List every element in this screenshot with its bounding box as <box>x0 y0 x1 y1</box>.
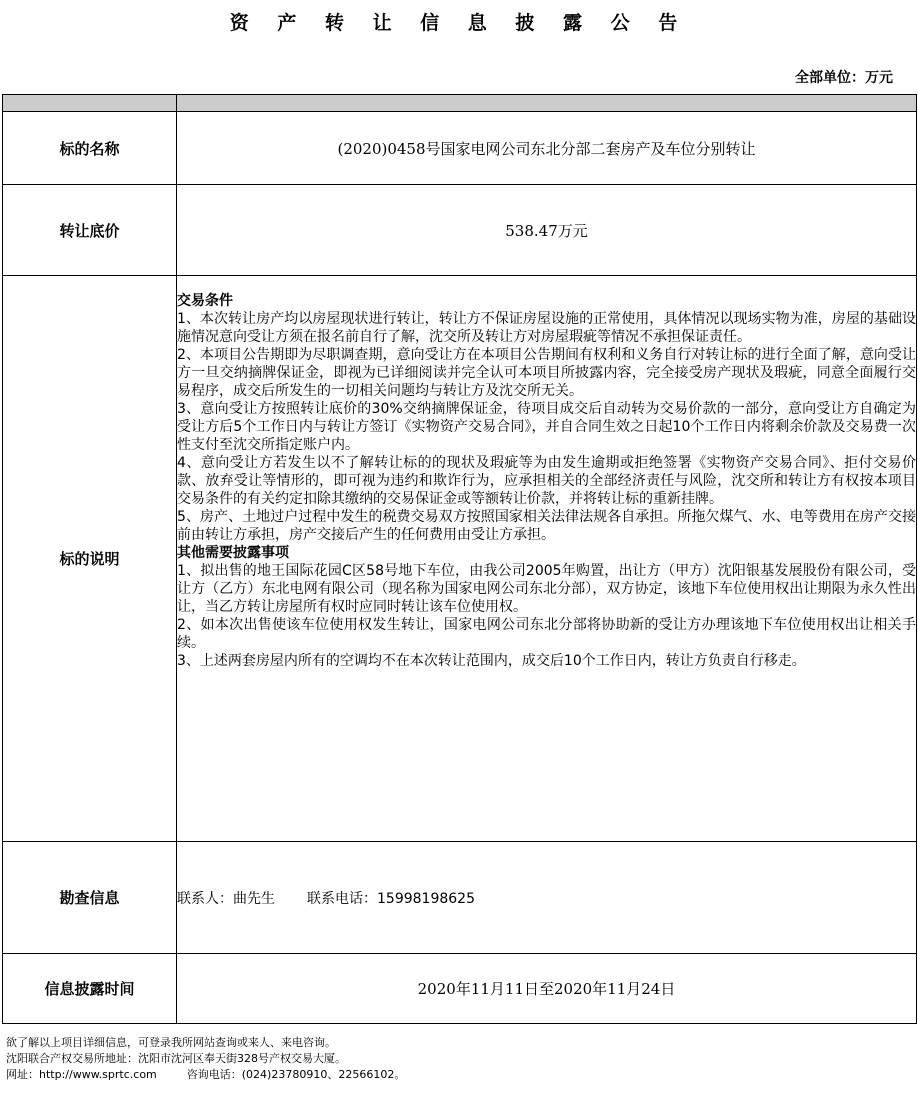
label-time: 信息披露时间 <box>3 954 177 1024</box>
row-time <box>3 954 917 1024</box>
label-name: 标的名称 <box>3 112 177 185</box>
value-name: (2020)0458号国家电网公司东北分部二套房产及车位分别转让 <box>177 112 917 185</box>
row-description <box>3 276 917 842</box>
row-inspection <box>3 842 917 954</box>
contact-phone: 联系电话：15998198625 <box>307 890 475 907</box>
disclosure-item: 1、拟出售的地王国际花园C区58号地下车位，由我公司2005年购置，出让方（甲方）沈阳银基发展股份有限公司，受让方（乙方）东北电网有限公司（现名称为国家电网公司东北分部），双方协定，该地下车位使用权出让期限为永久性出让，当乙方转让房屋所有权时应同时转让该车位使用权。 <box>177 563 916 615</box>
disclosure-table <box>2 94 917 1024</box>
disclosure-item: 3、上述两套房屋内所有的空调均不在本次转让范围内，成交后10个工作日内，转让方负责自行移走。 <box>177 653 806 669</box>
footer-website: 网址：http://www.sprtc.com <box>6 1068 157 1081</box>
page-title: 资 产 转 让 信 息 披 露 公 告 <box>229 12 689 34</box>
condition-item: 1、本次转让房产均以房屋现状进行转让，转让方不保证房屋设施的正常使用，具体情况以现场实物为准，房屋的基础设施情况意向受让方须在报名前自行了解，沈交所及转让方对房屋瑕疵等情况不承担保证责任。 <box>177 311 916 345</box>
footer <box>6 1035 405 1083</box>
value-time: 2020年11月11日至2020年11月24日 <box>177 954 917 1024</box>
footer-line-address: 沈阳联合产权交易所地址：沈阳市沈河区奉天街328号产权交易大厦。 <box>6 1052 346 1065</box>
label-inspection: 勘查信息 <box>3 842 177 954</box>
header-cell-right <box>177 95 917 112</box>
condition-item: 4、意向受让方若发生以不了解转让标的的现状及瑕疵等为由发生逾期或拒绝签署《实物资产交易合同》、拒付交易价款、放弃受让等情形的，即可视为违约和欺诈行为，应承担相关的全部经济责任与风险，沈交所和转让方有权按本项目交易条件的有关约定扣除其缴纳的交易保证金或等额转让价款，并将转让标的重新挂牌。 <box>177 455 916 507</box>
label-price: 转让底价 <box>3 185 177 276</box>
condition-item: 2、本项目公告期即为尽职调查期，意向受让方在本项目公告期间有权利和义务自行对转让标的进行全面了解，意向受让方一旦交纳摘牌保证金，即视为已详细阅读并完全认可本项目所披露内容，完全接受房产现状及瑕疵，同意全面履行交易程序，成交后所发生的一切相关问题均与转让方及沈交所无关。 <box>177 347 916 399</box>
unit-label: 全部单位：万元 <box>795 70 893 86</box>
footer-phone: 咨询电话：(024)23780910、22566102。 <box>186 1068 406 1081</box>
footer-line-contact <box>6 1067 405 1083</box>
row-price <box>3 185 917 276</box>
contact-person: 联系人：曲先生 <box>177 890 275 907</box>
condition-item: 3、意向受让方按照转让底价的30%交纳摘牌保证金，待项目成交后自动转为交易价款的一部分，意向受让方自确定为受让方后5个工作日内与转让方签订《实物资产交易合同》，并自合同生效之日起10个工作日内将剩余价款及交易费一次性支付至沈交所指定账户内。 <box>177 401 916 453</box>
table-header-row <box>3 95 917 112</box>
value-price: 538.47万元 <box>177 185 917 276</box>
condition-item: 5、房产、土地过户过程中发生的税费交易双方按照国家相关法律法规各自承担。所拖欠煤气、水、电等费用在房产交接前由转让方承担，房产交接后产生的任何费用由受让方承担。 <box>177 509 916 543</box>
section-title-trade-conditions: 交易条件 <box>177 293 233 309</box>
footer-line-info: 欲了解以上项目详细信息，可登录我所网站查询或来人、来电咨询。 <box>6 1036 336 1049</box>
disclosure-item: 2、如本次出售使该车位使用权发生转让，国家电网公司东北分部将协助新的受让方办理该地下车位使用权出让相关手续。 <box>177 617 916 651</box>
row-name <box>3 112 917 185</box>
header-cell-left <box>3 95 177 112</box>
description-cell <box>177 276 917 842</box>
label-description: 标的说明 <box>3 276 177 842</box>
section-title-other-disclosures: 其他需要披露事项 <box>177 545 289 561</box>
inspection-cell <box>177 842 917 954</box>
